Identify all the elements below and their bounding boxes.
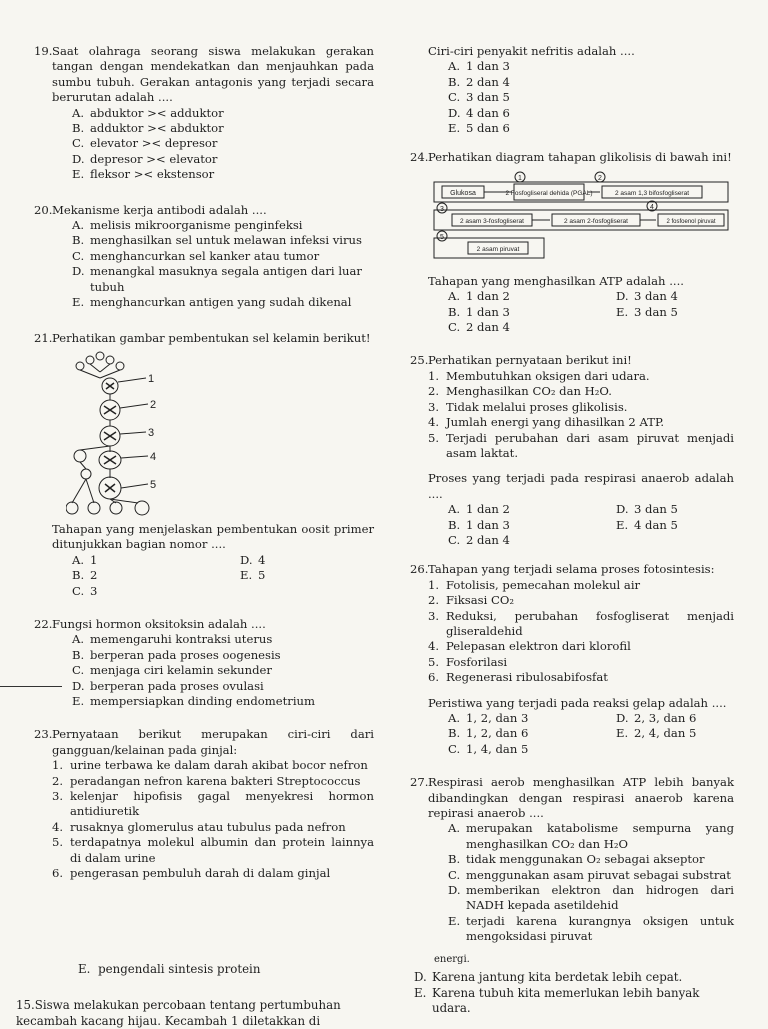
item-text: Pelepasan elektron dari klorofil: [446, 639, 631, 654]
option-text: 3 dan 5: [634, 502, 678, 517]
option-letter: E.: [72, 693, 85, 708]
option-c[interactable]: [448, 90, 734, 105]
statement-item: [52, 758, 374, 773]
item-number: 5.: [428, 430, 440, 445]
option-e[interactable]: [616, 726, 736, 741]
option-text: 1: [90, 552, 98, 567]
options: [52, 106, 374, 183]
option-text: 3 dan 4: [634, 289, 678, 304]
statement-item: [428, 369, 734, 384]
item-text: Fosforilasi: [446, 654, 508, 669]
question-stem: Pernyataan berikut merupakan ciri-ciri dari gangguan/kelainan pada ginjal:: [52, 727, 374, 757]
option-letter: A.: [72, 105, 85, 120]
question-24: [410, 150, 734, 335]
item-number: 3.: [52, 789, 64, 803]
question-22: [34, 617, 374, 709]
option-c[interactable]: [72, 249, 374, 264]
option-text: 5 dan 6: [466, 121, 510, 136]
option-c[interactable]: [448, 320, 616, 335]
item-text: Tidak melalui proses glikolisis.: [446, 399, 628, 414]
question-stem: Perhatikan diagram tahapan glikolisis di bawah ini!: [428, 150, 732, 165]
option-text: menghancurkan antigen yang sudah dikenal: [90, 295, 352, 310]
option-d[interactable]: [72, 152, 374, 167]
item-text: pengerasan pembuluh darah di dalam ginjal: [70, 866, 331, 881]
item-text: Reduksi, perubahan fosfogliserat menjadi gliseraldehid: [446, 608, 734, 638]
question-number: 15.: [16, 998, 35, 1012]
question-23-continued: [410, 44, 734, 136]
left-column: [34, 44, 374, 881]
option-text: 2, 4, dan 5: [634, 726, 697, 741]
box-pgal: 2 Fosfogliseral dehida (PGAL): [505, 189, 593, 197]
option-letter: E.: [448, 913, 461, 928]
options: [428, 289, 734, 335]
item-number: 5.: [428, 654, 440, 669]
figure-label-5: 5: [150, 478, 157, 491]
options: [428, 711, 734, 757]
option-letter: A.: [448, 59, 461, 74]
glycolysis-diagram: [428, 170, 734, 264]
question-23: [34, 727, 374, 881]
option-text: 3 dan 5: [466, 90, 510, 105]
option-text: menangkal masuknya segala antigen dari luar tubuh: [90, 264, 362, 294]
option-a[interactable]: [448, 711, 616, 726]
item-number: 2.: [428, 384, 440, 399]
option-e[interactable]: [616, 305, 736, 320]
item-number: 6.: [52, 866, 64, 881]
question-stem: Tahapan yang terjadi selama proses fotosintesis:: [428, 562, 715, 577]
option-letter: A.: [448, 711, 461, 725]
item-text: kelenjar hipofisis gagal menyekresi hormon antidiuretik: [70, 789, 374, 819]
option-letter: D.: [448, 883, 461, 898]
question-stem: Perhatikan pernyataan berikut ini!: [428, 353, 632, 368]
option-c[interactable]: [448, 868, 734, 883]
option-letter: A.: [72, 218, 85, 233]
question-27: [410, 775, 734, 944]
statement-item: [52, 774, 374, 789]
option-text: berperan pada proses oogenesis: [90, 647, 281, 662]
option-letter: E.: [414, 985, 427, 1000]
bottom-right-fragment: energi.: [434, 954, 470, 965]
question-number: 21.: [34, 330, 53, 345]
question-number: 24.: [410, 150, 429, 165]
statement-list: [428, 369, 734, 461]
statement-item: [428, 384, 734, 399]
statement-item: [52, 835, 374, 866]
item-text: Membutuhkan oksigen dari udara.: [446, 368, 650, 383]
option-letter: E.: [616, 517, 629, 532]
option-text: 1, 2, dan 3: [466, 711, 529, 725]
option-c[interactable]: [448, 533, 616, 548]
option-c[interactable]: [72, 136, 374, 151]
option-b[interactable]: [448, 852, 734, 867]
question-stem: Respirasi aerob menghasilkan ATP lebih banyak dibandingkan dengan respirasi anaerob karena repirasi anaerob ....: [428, 775, 734, 821]
option-text: merupakan katabolisme sempurna yang menghasilkan CO₂ dan H₂O: [466, 821, 734, 851]
statement-item: [428, 639, 734, 654]
option-letter: A.: [72, 552, 85, 567]
box-bifosfogliserat: 2 asam 1,3 bifosfogliserat: [614, 189, 690, 197]
step-5: 5: [440, 233, 444, 241]
question-number: 20.: [34, 202, 53, 217]
option-letter: A.: [72, 632, 85, 647]
item-text: Terjadi perubahan dari asam piruvat menjadi asam laktat.: [446, 430, 734, 460]
option-d[interactable]: [448, 883, 734, 914]
item-text: urine terbawa ke dalam darah akibat bocor nefron: [70, 758, 368, 773]
figure-label-4: 4: [150, 450, 157, 463]
question-text: Peristiwa yang terjadi pada reaksi gelap adalah ....: [428, 695, 727, 710]
options: [428, 59, 734, 136]
option-text: 2 dan 4: [466, 74, 510, 89]
bottom-left-option[interactable]: [78, 962, 260, 978]
option-text: 2 dan 4: [466, 532, 510, 547]
option-letter: E.: [448, 121, 461, 136]
item-number: 4.: [428, 639, 440, 654]
option-letter: B.: [72, 233, 85, 248]
option-letter: E.: [72, 295, 85, 310]
option-text: 2, 3, dan 6: [634, 711, 697, 725]
options: [428, 821, 734, 944]
question-stem: Saat olahraga seorang siswa melakukan gerakan tangan dengan mendekatkan dan menjauhkan pada sumbu tubuh. Gerakan antagonis yang terjadi secara berurutan adalah ....: [52, 44, 374, 105]
question-19: [34, 44, 374, 183]
option-letter: C.: [448, 90, 461, 105]
option-letter: B.: [72, 647, 85, 662]
question-stem: Fungsi hormon oksitoksin adalah ....: [52, 616, 266, 631]
question-number: 23.: [34, 727, 53, 742]
bottom-right-options: [414, 970, 714, 1017]
box-glukosa: Glukosa: [450, 189, 476, 197]
option-e[interactable]: [72, 295, 374, 310]
option-text: 1, 4, dan 5: [466, 741, 529, 756]
option-text: menggunakan asam piruvat sebagai substrat: [466, 867, 731, 882]
option-letter: E.: [78, 962, 91, 976]
option-text: 1 dan 2: [466, 289, 510, 304]
options: [428, 502, 734, 548]
item-text: Fotolisis, pemecahan molekul air: [446, 577, 641, 592]
option-letter: E.: [240, 568, 253, 583]
option-text: pengendali sintesis protein: [98, 962, 261, 976]
question-26: [410, 562, 734, 757]
item-number: 1.: [428, 368, 440, 383]
option-letter: A.: [448, 821, 461, 836]
option-c[interactable]: [448, 742, 616, 757]
step-1: 1: [518, 174, 522, 182]
option-b[interactable]: [72, 121, 374, 136]
option-d[interactable]: [240, 553, 360, 568]
option-d[interactable]: [72, 679, 374, 694]
option-letter: C.: [72, 248, 85, 263]
step-2: 2: [598, 174, 602, 182]
option-text: menjaga ciri kelamin sekunder: [90, 663, 272, 678]
option-letter: D.: [616, 502, 629, 517]
statement-list: [52, 758, 374, 881]
option-letter: D.: [240, 552, 253, 567]
option-letter: B.: [72, 568, 85, 583]
question-number: 22.: [34, 616, 53, 631]
option-text: abduktor >< adduktor: [90, 105, 224, 120]
question-15: [16, 998, 366, 1029]
option-text: terjadi karena kurangnya oksigen untuk mengoksidasi piruvat: [466, 913, 734, 944]
option-letter: B.: [72, 121, 85, 136]
options: [52, 553, 374, 599]
option-text: berperan pada proses ovulasi: [90, 678, 264, 693]
question-25: [410, 353, 734, 548]
option-text: mempersiapkan dinding endometrium: [90, 693, 316, 708]
statement-item: [428, 670, 734, 685]
statement-item: [428, 415, 734, 430]
question-text: Tahapan yang menghasilkan ATP adalah ....: [428, 273, 684, 288]
option-letter: A.: [448, 289, 461, 304]
box-fosfoenol-piruvat: 2 fosfoenol piruvat: [666, 218, 716, 225]
option-text: 2: [90, 568, 98, 583]
option-text: 4 dan 5: [634, 517, 678, 532]
option-text: 1, 2, dan 6: [466, 726, 529, 741]
option-text: 5: [258, 568, 266, 583]
option-c[interactable]: [72, 584, 240, 599]
step-4: 4: [650, 203, 654, 211]
item-number: 3.: [428, 608, 440, 623]
option-d[interactable]: [616, 289, 736, 304]
option-text: Karena jantung kita berdetak lebih cepat.: [432, 970, 683, 984]
option-a[interactable]: [448, 821, 734, 852]
option-letter: E.: [616, 726, 629, 741]
option-b[interactable]: [72, 568, 240, 583]
option-letter: B.: [448, 74, 461, 89]
option-letter: D.: [616, 289, 629, 304]
item-number: 2.: [428, 593, 440, 608]
option-letter: C.: [448, 532, 461, 547]
option-text: depresor >< elevator: [90, 151, 218, 166]
question-stem: Perhatikan gambar pembentukan sel kelamin berikut!: [52, 330, 371, 345]
item-text: Fiksasi CO₂: [446, 593, 515, 608]
option-text: menghancurkan sel kanker atau tumor: [90, 248, 320, 263]
item-text: Regenerasi ribulosabifosfat: [446, 670, 608, 685]
option-letter: B.: [448, 517, 461, 532]
option-e[interactable]: [72, 167, 374, 182]
question-text: Ciri-ciri penyakit nefritis adalah ....: [428, 44, 635, 58]
option-text: 1 dan 3: [466, 304, 510, 319]
question-21: [34, 331, 374, 599]
statement-item: [428, 609, 734, 640]
option-text: memengaruhi kontraksi uterus: [90, 632, 273, 647]
question-text: Tahapan yang menjelaskan pembentukan oosit primer ditunjukkan bagian nomor ....: [52, 521, 374, 552]
option-c[interactable]: [72, 663, 374, 678]
option-letter: B.: [448, 726, 461, 741]
option-letter: E.: [616, 304, 629, 319]
option-text: memberikan elektron dan hidrogen dari NADH kepada asetildehid: [466, 883, 734, 913]
option-a[interactable]: [72, 632, 374, 647]
options: [52, 218, 374, 310]
option-text: 1 dan 3: [466, 517, 510, 532]
option-a[interactable]: [448, 59, 734, 74]
option-text: menghasilkan sel untuk melawan infeksi virus: [90, 233, 362, 248]
statement-item: [428, 431, 734, 462]
option-text: adduktor >< abduktor: [90, 121, 224, 136]
statement-item: [428, 400, 734, 415]
question-stem: Mekanisme kerja antibodi adalah ....: [52, 202, 267, 217]
option-a[interactable]: [72, 553, 240, 568]
statement-item: [52, 866, 374, 881]
statement-item: [428, 655, 734, 670]
option-a[interactable]: [448, 502, 616, 517]
oogenesis-figure: [66, 348, 216, 516]
item-number: 4.: [428, 415, 440, 430]
option-a[interactable]: [72, 106, 374, 121]
item-text: peradangan nefron karena bakteri Streptococcus: [70, 773, 361, 788]
item-number: 2.: [52, 773, 64, 788]
option-letter: D.: [72, 678, 85, 693]
option-e[interactable]: [240, 568, 360, 583]
item-text: rusaknya glomerulus atau tubulus pada nefron: [70, 819, 346, 834]
option-text: Karena tubuh kita memerlukan lebih banyak udara.: [432, 985, 700, 1015]
option-letter: E.: [72, 167, 85, 182]
option-text: fleksor >< ekstensor: [90, 167, 215, 182]
question-20: [34, 203, 374, 311]
option-letter: C.: [72, 663, 85, 678]
option-b[interactable]: [448, 726, 616, 741]
option-e[interactable]: [448, 121, 734, 136]
figure-label-1: 1: [148, 372, 155, 385]
option-letter: C.: [448, 867, 461, 882]
option-letter: D.: [72, 151, 85, 166]
option-d[interactable]: [72, 264, 374, 295]
figure-label-2: 2: [150, 398, 157, 411]
option-letter: C.: [72, 136, 85, 151]
statement-item: [428, 578, 734, 593]
option-text: 1 dan 3: [466, 59, 510, 74]
question-number: 25.: [410, 353, 429, 368]
question-text: Proses yang terjadi pada respirasi anaerob adalah ....: [428, 471, 734, 501]
box-asam-piruvat: 2 asam piruvat: [476, 245, 520, 253]
step-3: 3: [440, 205, 444, 213]
option-text: 3: [90, 583, 98, 598]
option-letter: C.: [72, 583, 85, 598]
item-number: 4.: [52, 819, 64, 834]
option-letter: B.: [448, 304, 461, 319]
option-b[interactable]: [72, 648, 374, 663]
option-letter: A.: [448, 502, 461, 517]
margin-rule: [0, 686, 62, 687]
option-text: tidak menggunakan O₂ sebagai akseptor: [466, 852, 705, 867]
option-b[interactable]: [448, 75, 734, 90]
item-number: 6.: [428, 670, 440, 685]
item-number: 3.: [428, 399, 440, 414]
question-number: 27.: [410, 775, 429, 790]
option-a[interactable]: [72, 218, 374, 233]
statement-item: [52, 820, 374, 835]
item-text: Jumlah energi yang dihasilkan 2 ATP.: [446, 415, 665, 430]
item-number: 1.: [428, 577, 440, 592]
question-number: 26.: [410, 562, 429, 577]
options: [52, 632, 374, 709]
option-text: 4 dan 6: [466, 105, 510, 120]
option-d[interactable]: [616, 711, 736, 726]
option-e[interactable]: [616, 518, 736, 533]
option-letter: D.: [616, 711, 629, 725]
option-text: 3 dan 5: [634, 304, 678, 319]
option-e[interactable]: [72, 694, 374, 709]
option-letter: C.: [448, 741, 461, 756]
box-3-fosfogliserat: 2 asam 3-fosfogliserat: [460, 217, 524, 225]
question-stem: Siswa melakukan percobaan tentang pertumbuhan kecambah kacang hijau. Kecambah 1 diletakkan di: [16, 998, 341, 1028]
option-e[interactable]: [414, 986, 714, 1017]
option-text: 4: [258, 552, 266, 567]
option-text: elevator >< depresor: [90, 136, 218, 151]
option-letter: D.: [72, 264, 85, 279]
option-b[interactable]: [448, 518, 616, 533]
option-d[interactable]: [448, 106, 734, 121]
option-letter: B.: [448, 852, 461, 867]
option-letter: C.: [448, 320, 461, 335]
option-d[interactable]: [616, 502, 736, 517]
option-d[interactable]: [414, 970, 714, 986]
figure-label-3: 3: [148, 426, 155, 439]
option-a[interactable]: [448, 289, 616, 304]
option-letter: D.: [448, 105, 461, 120]
option-letter: D.: [414, 970, 427, 984]
option-text: 2 dan 4: [466, 320, 510, 335]
box-2-fosfogliserat: 2 asam 2-fosfogliserat: [564, 217, 628, 225]
item-number: 1.: [52, 758, 64, 773]
right-column: [410, 44, 734, 945]
statement-list: [428, 578, 734, 686]
statement-item: [428, 593, 734, 608]
item-text: terdapatnya molekul albumin dan protein lainnya di dalam urine: [70, 835, 374, 865]
option-b[interactable]: [72, 233, 374, 248]
option-text: melisis mikroorganisme penginfeksi: [90, 218, 303, 233]
statement-item: [52, 789, 374, 820]
option-text: 1 dan 2: [466, 502, 510, 517]
option-e[interactable]: [448, 914, 734, 945]
item-number: 5.: [52, 835, 64, 850]
item-text: Menghasilkan CO₂ dan H₂O.: [446, 384, 612, 399]
question-number: 19.: [34, 44, 53, 58]
option-b[interactable]: [448, 305, 616, 320]
